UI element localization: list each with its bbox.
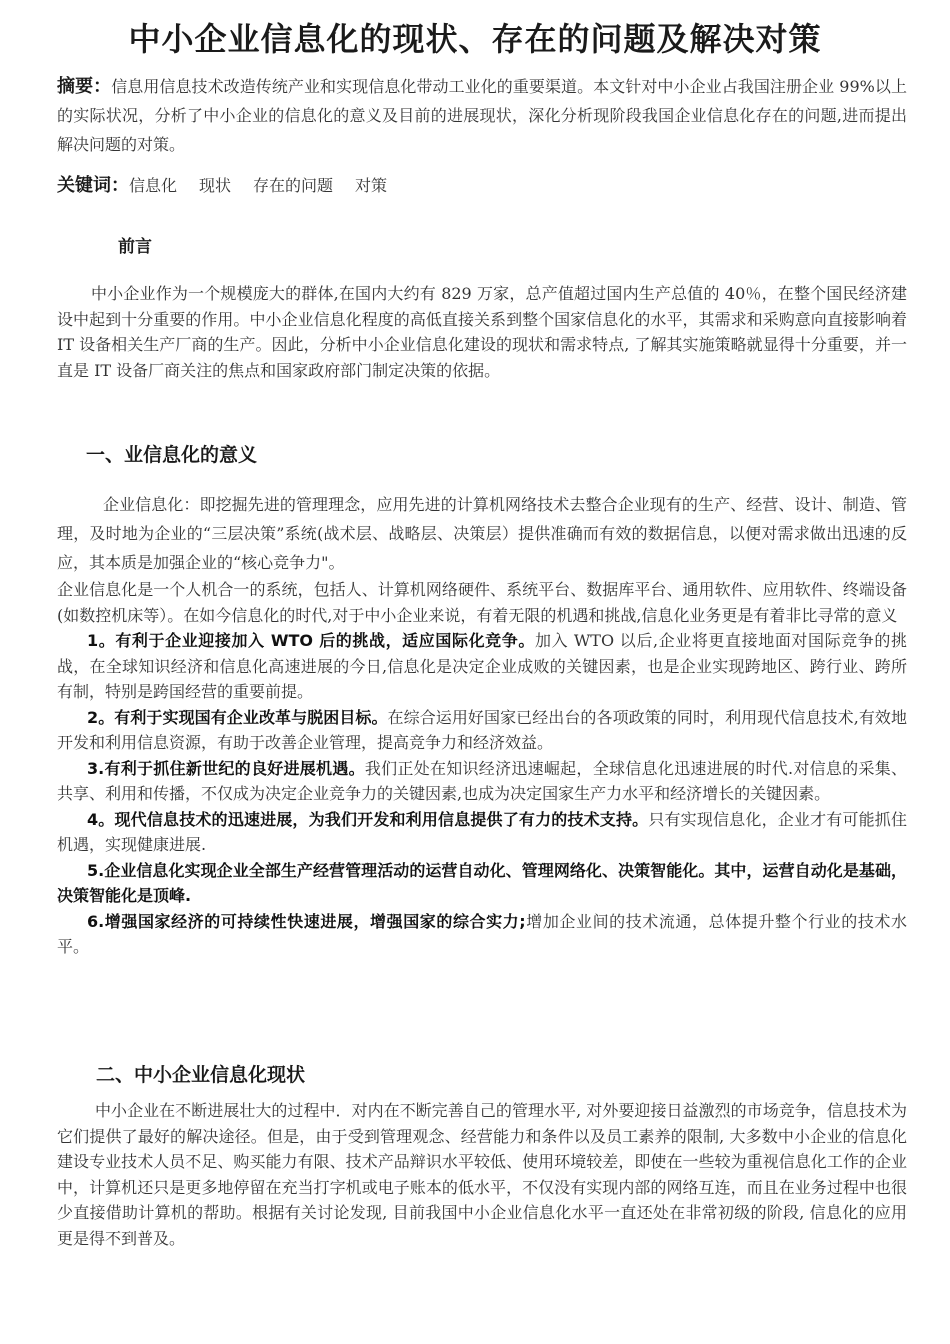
point-heading: 6.增强国家经济的可持续性快速进展，增强国家的综合实力; [87, 911, 526, 931]
point-text: 在综合运用好国家已经出台的各项政策的同时，利用现代信息技术,有效地开发和利用信息资源，有助于改善企业管理，提高竞争力和经济效益。 [57, 707, 907, 752]
abstract-label: 摘要： [57, 76, 112, 97]
section1-intro2: 企业信息化是一个人机合一的系统，包括人、计算机网络硬件、系统平台、数据库平台、通用软件、应用软件、终端设备(如数控机床等）。在如今信息化的时代,对于中小企业来说，有着无限的机遇和挑战,信息化业务更是有着非比寻常的意义 [57, 580, 907, 625]
section1-body [57, 490, 907, 960]
point-heading: 2。有利于实现国有企业改革与脱困目标。 [87, 707, 388, 727]
point-text: 我们正处在知识经济迅速崛起，全球信息化迅速进展的时代.对信息的采集、共享、利用和传播，不仅成为决定企业竞争力的关键因素,也成为决定国家生产力水平和经济增长的关键因素。 [57, 758, 907, 803]
section2-body [57, 1098, 907, 1251]
abstract-text: 信息用信息技术改造传统产业和实现信息化带动工业化的重要渠道。本文针对中小企业占我国注册企业 99%以上的实际状况，分析了中小企业的信息化的意义及目前的进展现状，深化分析现阶段我国企业信息化存在的问题,进而提出解决问题的对策。 [57, 77, 908, 154]
list-item [57, 909, 907, 960]
list-item [57, 705, 907, 756]
point-heading: 1。有利于企业迎接加入 WTO 后的挑战，适应国际化竞争。 [87, 631, 535, 650]
list-item [57, 756, 907, 807]
preface [57, 281, 907, 383]
keyword: 现状 [199, 176, 232, 195]
keyword: 存在的问题 [253, 176, 334, 195]
point-text: 只有实现信息化，企业才有可能抓住机遇，实现健康进展. [57, 809, 907, 854]
list-item [57, 807, 907, 858]
section1-heading: 一、业信息化的意义 [86, 444, 258, 466]
point-text: 增加企业间的技术流通，总体提升整个行业的技术水平。 [57, 911, 907, 956]
point-text: 加入 WTO 以后,企业将更直接地面对国际竞争的挑战，在全球知识经济和信息化高速进展的今日,信息化是决定企业成败的关键因素，也是企业实现跨地区、跨行业、跨所有制，特别是跨国经营的重要前提。 [57, 631, 907, 701]
section2-text: 中小企业在不断进展壮大的过程中．对内在不断完善自己的管理水平, 对外要迎接日益激烈的市场竞争，信息技术为它们提供了最好的解决途径。但是，由于受到管理观念、经营能力和条件以及员工素养的限制, 大多数中小企业的信息化建设专业技术人员不足、购买能力有限、技术产品辩识水平较低、使用环境较差，即使在一些较为重视信息化工作的企业中，计算机还只是更多地停留在充当打字机或电子账本的低水平，不仅没有实现内部的网络互连，而且在业务过程中也很少直接借助计算机的帮助。根据有关讨论发现, 目前我国中小企业信息化水平一直还处在非常初级的阶段, 信息化的应用更是得不到普及。 [57, 1101, 907, 1248]
preface-text: 中小企业作为一个规模庞大的群体,在国内大约有 829 万家，总产值超过国内生产总值的 40％，在整个国民经济建设中起到十分重要的作用。中小企业信息化程度的高低直接关系到整个国家信息化的水平，其需求和采购意向直接影响着 IT 设备相关生产厂商的生产。因此，分析中小企业信息化建设的现状和需求特点, 了解其实施策略就显得十分重要，并一直是 IT 设备厂商关注的焦点和国家政府部门制定决策的依据。 [57, 284, 907, 380]
list-item [57, 858, 907, 909]
point-heading: 5.企业信息化实现企业全部生产经营管理活动的运营自动化、管理网络化、决策智能化。其中，运营自动化是基础，决策智能化是顶峰. [57, 860, 907, 905]
keywords-label: 关键词： [57, 175, 129, 196]
keyword: 信息化 [129, 176, 178, 195]
section2-heading: 二、中小企业信息化现状 [96, 1064, 306, 1086]
section1-intro: 企业信息化：即挖掘先进的管理理念，应用先进的计算机网络技术去整合企业现有的生产、经营、设计、制造、管理，及时地为企业的“三层决策”系统(战术层、战略层、决策层）提供准确而有效的数据信息，以便对需求做出迅速的反应，其本质是加强企业的“核心竞争力"。 [57, 495, 907, 572]
point-heading: 4。现代信息技术的迅速进展，为我们开发和利用信息提供了有力的技术支持。 [87, 809, 649, 829]
keywords [57, 172, 907, 200]
page-title: 中小企业信息化的现状、存在的问题及解决对策 [128, 20, 822, 58]
point-heading: 3.有利于抓住新世纪的良好进展机遇。 [87, 758, 365, 778]
abstract [57, 72, 907, 159]
list-item [57, 628, 907, 705]
preface-heading: 前言 [118, 237, 152, 257]
keyword: 对策 [355, 176, 388, 195]
